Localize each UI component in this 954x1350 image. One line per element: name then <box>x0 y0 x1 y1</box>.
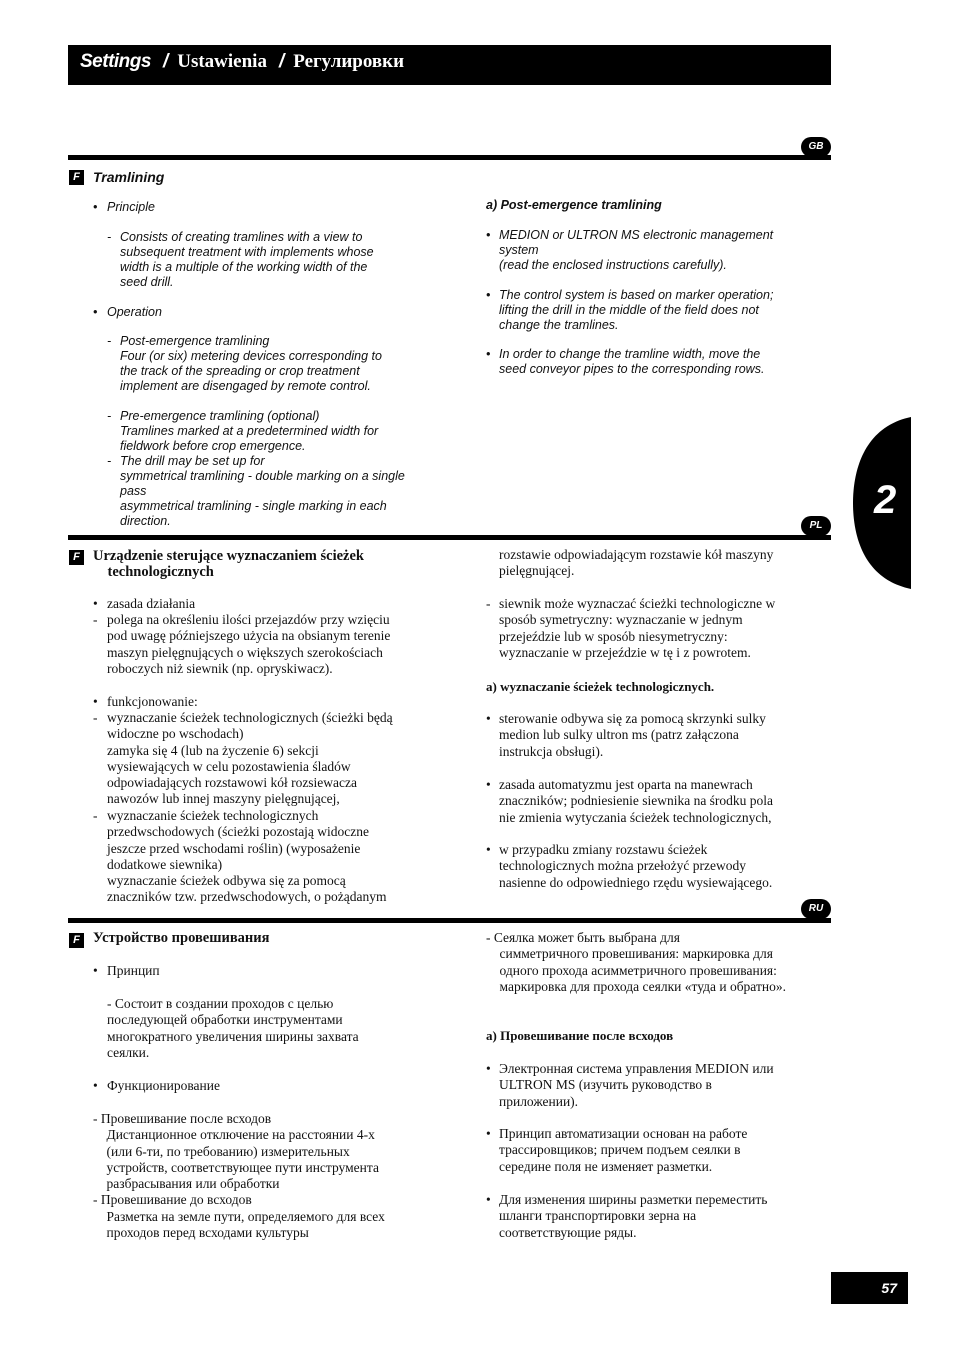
pl-right-b3: w przypadku zmiany rozstawu ścieżek technologicznych można przełożyć przewody nasienne do odpowiedniego rzędu wysiewającego. <box>499 842 773 890</box>
pl-b2: funkcjonowanie: <box>107 694 198 709</box>
pl-d2: wyznaczanie ścieżek technologicznych (ścieżki będą widoczne po wschodach) zamyka się 4 (lub na życzenie 6) sekcji wysiewających w celu pozostawienia śladów odpowiadających rozstawowi kół rozsiewacza nawozów lub innej maszyny pielęgnującej, <box>107 710 393 807</box>
ru-b2: Функционирование <box>107 1078 220 1093</box>
page-title <box>80 51 404 73</box>
gb-principle: Principle <box>107 200 155 214</box>
ru-p1: - Состоит в создании проходов с целью последующей обработки инструментами многократного увеличения ширины захвата сеялки. <box>107 996 359 1060</box>
section-title-ru: Устройство провешивания <box>93 930 270 946</box>
ru-b1: Принцип <box>107 963 160 978</box>
pl-right-b2: zasada automatyzmu jest oparta na manewrach znaczników; podniesienie siewnika na środku pola nie zmienia wytyczania ścieżek technologicznych, <box>499 777 774 825</box>
gb-post-text: Post-emergence tramlining Four (or six) metering devices corresponding to the track of the spreading or crop treatment implement are disengaged by remote control. <box>120 334 382 393</box>
bullet-dot: • <box>486 228 491 242</box>
bullet-dot: • <box>93 963 98 978</box>
section-rule-ru <box>68 918 831 923</box>
chapter-number: 2 <box>874 478 897 522</box>
pl-right-d1: siewnik może wyznaczać ścieżki technologiczne w sposób symetryczny: wyznaczanie w jednym przejeździe lub w sposób niesymetryczny: wyznaczanie w przejeździe w tę i z powrotem. <box>499 596 776 660</box>
section-rule-gb <box>68 155 831 160</box>
lang-tag-ru: RU <box>801 899 831 919</box>
gb-right-b1: MEDION or ULTRON MS electronic management system (read the enclosed instructions carefully). <box>499 228 774 272</box>
gb-operation: Operation <box>107 305 162 319</box>
bullet-dot: • <box>93 200 98 214</box>
gb-pre-text: Pre-emergence tramlining (optional) Tramlines marked at a predetermined width for fieldwork before crop emergence. <box>120 409 379 453</box>
ru-right-b3: Для изменения ширины разметки переместить шланги транспортировки зерна на соответствующие ряды. <box>499 1192 768 1240</box>
ru-p2: - Провешивание после всходов Дистанционное отключение на расстоянии 4-х (или 6-ти, по требованию) измерительных устройств, соответствующее пути инструмента разбрасывания или обработки - Провешивание до всходов Разметка на земле пути, определяемого для всех проходов перед всходами культуры <box>93 1111 385 1241</box>
dash: - <box>107 334 112 348</box>
bullet-dot: • <box>486 1126 491 1141</box>
pl-b1: zasada działania <box>107 596 196 611</box>
bullet-dot: • <box>486 711 491 726</box>
section-title-pl: Urządzenie sterujące wyznaczaniem ścieżek technologicznych <box>93 548 364 580</box>
f-badge: F <box>69 170 84 185</box>
ru-right-b1: Электронная система управления MEDION или ULTRON MS (изучить руководство в приложении). <box>499 1061 774 1109</box>
pl-right-cont: rozstawie odpowiadającym rozstawie kół maszyny pielęgnującej. <box>499 547 774 579</box>
pl-right-b1: sterowanie odbywa się za pomocą skrzynki sulky medion lub sulky ultron ms (patrz załączona instrukcja obsługi). <box>499 711 766 759</box>
bullet-dot: • <box>486 347 491 361</box>
gb-drill-text: The drill may be set up for symmetrical tramlining - double marking on a single pass asymmetrical tramlining - single marking in each direction. <box>120 454 405 528</box>
bullet-dot: • <box>93 305 98 319</box>
dash: - <box>107 230 112 244</box>
gb-right-subtitle: a) Post-emergence tramlining <box>486 198 662 212</box>
bullet-dot: • <box>93 1078 98 1093</box>
pl-right-subtitle: a) wyznaczanie ścieżek technologicznych. <box>486 679 715 694</box>
gb-principle-text: Consists of creating tramlines with a view to subsequent treatment with implements whose width is a multiple of the working width of the seed drill. <box>120 230 374 289</box>
bullet-dot: • <box>486 288 491 302</box>
lang-tag-pl: PL <box>801 516 831 536</box>
f-badge: F <box>69 933 84 948</box>
section-rule-pl <box>68 535 831 540</box>
title-slash: / <box>278 51 285 72</box>
bullet-dot: • <box>486 1192 491 1207</box>
gb-right-b2: The control system is based on marker operation; lifting the drill in the middle of the field does not change the tramlines. <box>499 288 774 332</box>
dash: - <box>93 808 98 823</box>
bullet-dot: • <box>486 1061 491 1076</box>
pl-d1: polega na określeniu ilości przejazdów przy wzięciu pod uwagę późniejszego użycia na obsianym terenie maszyn pielęgnujących o większych szerokościach roboczych niż siewnik (np. opryskiwacz). <box>107 612 391 676</box>
dash: - <box>107 409 112 423</box>
dash: - <box>486 596 491 611</box>
title-regulirovki: Регулировки <box>293 51 405 72</box>
dash: - <box>93 612 98 627</box>
title-slash: / <box>162 51 169 72</box>
ru-right-b2: Принцип автоматизации основан на работе трассировщиков; причем подъем сеялки в середине поля не изменяет разметки. <box>499 1126 748 1174</box>
ru-right-subtitle: a) Провешивание после всходов <box>486 1028 674 1043</box>
bullet-dot: • <box>486 777 491 792</box>
pl-d3: wyznaczanie ścieżek technologicznych przedwschodowych (ścieżki pozostają widoczne jeszcze przed wschodami roślin) (wyposażenie dodatkowe siewnika) wyznaczanie ścieżek odbywa się za pomocą znaczników tzw. przedwschodowych, o pożądanym <box>107 808 387 905</box>
dash: - <box>93 710 98 725</box>
page-number: 57 <box>831 1272 908 1304</box>
title-settings: Settings <box>80 51 151 72</box>
gb-right-b3: In order to change the tramline width, move the seed conveyor pipes to the corresponding rows. <box>499 347 765 376</box>
bullet-dot: • <box>486 842 491 857</box>
lang-tag-gb: GB <box>801 137 831 157</box>
header-bar <box>68 45 831 85</box>
dash: - <box>107 454 112 468</box>
bullet-dot: • <box>93 694 98 709</box>
section-title-gb: Tramlining <box>93 169 165 185</box>
f-badge: F <box>69 550 84 565</box>
ru-right-p1: - Сеялка может быть выбрана для симметричного провешивания: маркировка для одного прохода асимметричного провешивания: маркировка для прохода сеялки «туда и обратно». <box>486 930 786 994</box>
bullet-dot: • <box>93 596 98 611</box>
title-ustawienia: Ustawienia <box>177 51 267 72</box>
